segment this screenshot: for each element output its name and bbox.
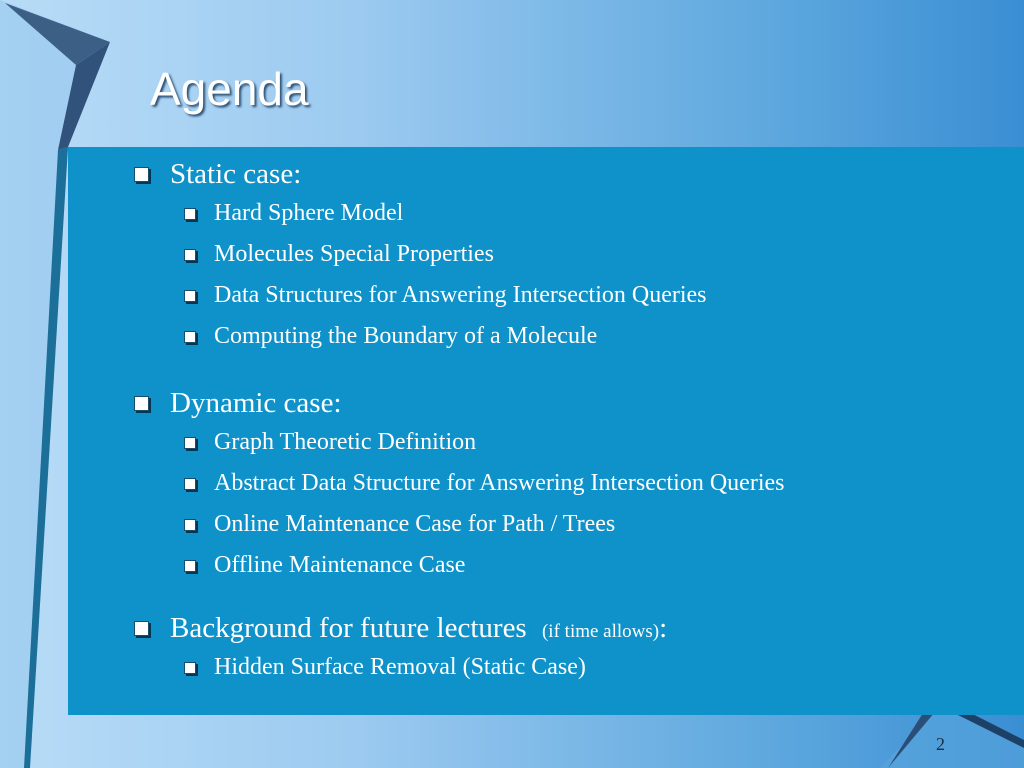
section-suffix: : <box>659 612 668 644</box>
page-number: 2 <box>936 734 945 754</box>
list-item-label: Online Maintenance Case for Path / Trees <box>214 511 616 537</box>
section-label: Dynamic case: <box>170 387 342 419</box>
list-item-label: Hard Sphere Model <box>214 200 404 226</box>
checkbox-bullet-icon <box>184 519 196 531</box>
checkbox-bullet-icon <box>134 167 149 182</box>
list-item-label: Offline Maintenance Case <box>214 552 466 578</box>
checkbox-bullet-icon <box>184 560 196 572</box>
section-label: Background for future lectures <box>170 612 527 644</box>
section-label: Static case: <box>170 158 302 190</box>
list-item <box>130 545 1010 586</box>
list-item-label: Computing the Boundary of a Molecule <box>214 323 598 349</box>
checkbox-bullet-icon <box>134 621 149 636</box>
section-heading-dynamic <box>130 384 1010 422</box>
checkbox-bullet-icon <box>184 478 196 490</box>
checkbox-bullet-icon <box>184 208 196 220</box>
checkbox-bullet-icon <box>184 331 196 343</box>
section-heading-static <box>130 155 1010 193</box>
list-item <box>130 463 1010 504</box>
checkbox-bullet-icon <box>184 290 196 302</box>
slide-title: Agenda <box>150 63 309 115</box>
list-item <box>130 234 1010 275</box>
list-item <box>130 275 1010 316</box>
list-item <box>130 504 1010 545</box>
list-item-label: Data Structures for Answering Intersection Queries <box>214 282 707 308</box>
section-note: (if time allows) <box>541 621 660 642</box>
list-item-label: Graph Theoretic Definition <box>214 429 477 455</box>
list-item <box>130 193 1010 234</box>
list-item-label: Abstract Data Structure for Answering Intersection Queries <box>214 470 785 496</box>
section-heading-background <box>130 609 1010 647</box>
bullet-list <box>130 155 1010 688</box>
checkbox-bullet-icon <box>134 396 149 411</box>
list-item <box>130 647 1010 688</box>
list-item <box>130 316 1010 357</box>
checkbox-bullet-icon <box>184 249 196 261</box>
list-item <box>130 422 1010 463</box>
list-item-label: Molecules Special Properties <box>214 241 494 267</box>
list-item-label: Hidden Surface Removal (Static Case) <box>214 654 586 680</box>
checkbox-bullet-icon <box>184 662 196 674</box>
checkbox-bullet-icon <box>184 437 196 449</box>
